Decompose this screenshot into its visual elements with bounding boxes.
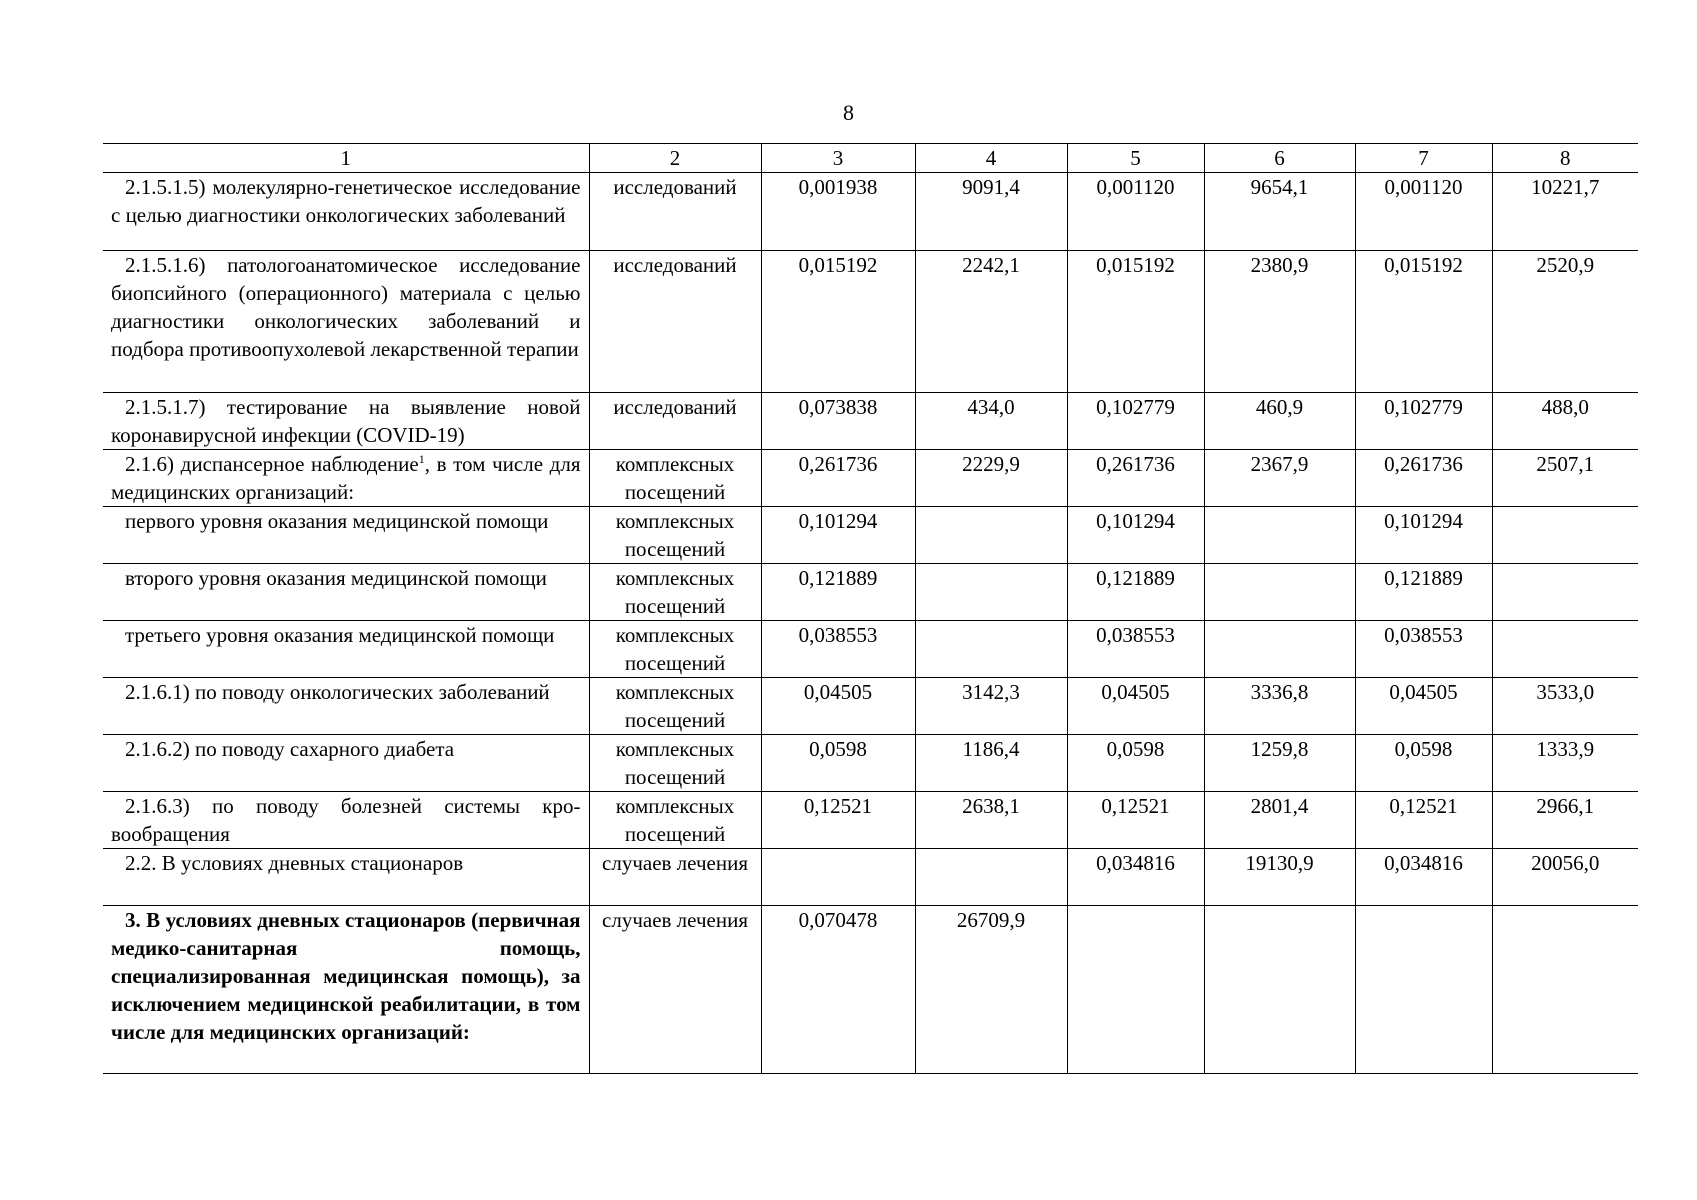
row-value-3: 0,001938 [761,173,915,251]
row-name: 2.1.5.1.5) молекулярно-генетическое исследование с целью диагностики онкологических заболеваний [103,173,589,251]
row-unit: комплексных посещений [589,735,761,792]
row-value-8: 488,0 [1492,393,1638,450]
row-value-4: 3142,3 [915,678,1067,735]
row-name [103,450,589,507]
row-value-7: 0,04505 [1355,678,1492,735]
row-value-4 [915,849,1067,906]
row-value-6: 2380,9 [1204,251,1355,393]
column-number-3: 3 [761,144,915,173]
row-value-5: 0,0598 [1067,735,1204,792]
row-value-8: 20056,0 [1492,849,1638,906]
row-unit: комплексных посещений [589,507,761,564]
row-value-3: 0,038553 [761,621,915,678]
row-value-7: 0,102779 [1355,393,1492,450]
tariff-table [103,143,1638,1074]
row-value-3: 0,015192 [761,251,915,393]
row-value-7: 0,12521 [1355,792,1492,849]
row-name: 2.2. В условиях дневных стационаров [103,849,589,906]
row-value-3: 0,12521 [761,792,915,849]
row-value-7: 0,101294 [1355,507,1492,564]
row-value-8 [1492,564,1638,621]
row-name: 2.1.6.2) по поводу сахарного диабета [103,735,589,792]
row-unit: исследований [589,173,761,251]
row-value-6: 2367,9 [1204,450,1355,507]
row-value-4 [915,621,1067,678]
row-value-6: 460,9 [1204,393,1355,450]
row-value-6: 1259,8 [1204,735,1355,792]
row-value-8: 3533,0 [1492,678,1638,735]
row-value-8 [1492,507,1638,564]
row-name: 2.1.6.3) по поводу болезней системы кровообращения [103,792,589,849]
table-row [103,393,1638,450]
column-number-6: 6 [1204,144,1355,173]
row-unit: комплексных посещений [589,621,761,678]
row-value-7: 0,034816 [1355,849,1492,906]
row-value-4: 2229,9 [915,450,1067,507]
row-name-text: 2.1.6) диспансерное наблюдение [125,452,419,476]
row-value-4: 2242,1 [915,251,1067,393]
row-value-5: 0,04505 [1067,678,1204,735]
table-row [103,450,1638,507]
row-unit: комплексных посещений [589,450,761,507]
row-value-8: 2520,9 [1492,251,1638,393]
row-unit: комплексных посещений [589,564,761,621]
table-row [103,735,1638,792]
row-name: 2.1.5.1.6) патологоанатомическое исследование биопсийного (операционного) материала с целью диагностики онкологических заболеваний и подбора противоопухолевой лекарственной терапии [103,251,589,393]
row-value-8 [1492,621,1638,678]
row-value-3: 0,070478 [761,906,915,1074]
column-number-row [103,144,1638,173]
row-name: 2.1.6.1) по поводу онкологических заболеваний [103,678,589,735]
row-value-5: 0,102779 [1067,393,1204,450]
row-value-3: 0,073838 [761,393,915,450]
column-number-2: 2 [589,144,761,173]
row-name-text-rest: , в том числе для медицинских организаций: [111,452,581,504]
row-name: 3. В условиях дневных стационаров (первичная медико-санитарная помощь, специализированная медицинская помощь), за исключением медицинской реабилитации, в том числе для медицинских организаций: [103,906,589,1074]
row-value-5: 0,101294 [1067,507,1204,564]
row-value-4: 1186,4 [915,735,1067,792]
table-row [103,173,1638,251]
row-value-5: 0,261736 [1067,450,1204,507]
footnote-marker: 1 [418,452,425,466]
table-row [103,792,1638,849]
row-value-6 [1204,621,1355,678]
table-row [103,251,1638,393]
row-value-5: 0,034816 [1067,849,1204,906]
column-number-5: 5 [1067,144,1204,173]
row-value-5: 0,001120 [1067,173,1204,251]
row-value-5 [1067,906,1204,1074]
table-row [103,906,1638,1074]
row-value-7: 0,0598 [1355,735,1492,792]
table-row [103,849,1638,906]
row-name: третьего уровня оказания медицинской помощи [103,621,589,678]
table-row [103,678,1638,735]
row-value-5: 0,038553 [1067,621,1204,678]
row-value-3: 0,101294 [761,507,915,564]
row-value-6 [1204,906,1355,1074]
row-unit: исследований [589,251,761,393]
row-value-4 [915,564,1067,621]
row-value-7: 0,038553 [1355,621,1492,678]
row-value-7: 0,001120 [1355,173,1492,251]
row-value-4: 26709,9 [915,906,1067,1074]
row-name: первого уровня оказания медицинской помощи [103,507,589,564]
row-name: второго уровня оказания медицинской помощи [103,564,589,621]
row-value-3: 0,0598 [761,735,915,792]
row-value-4: 9091,4 [915,173,1067,251]
row-value-6 [1204,564,1355,621]
row-value-8: 10221,7 [1492,173,1638,251]
column-number-7: 7 [1355,144,1492,173]
row-value-3: 0,261736 [761,450,915,507]
column-number-4: 4 [915,144,1067,173]
row-unit: комплексных посещений [589,678,761,735]
row-value-6: 2801,4 [1204,792,1355,849]
row-value-7 [1355,906,1492,1074]
row-value-3: 0,121889 [761,564,915,621]
table-row [103,621,1638,678]
row-unit: случаев лечения [589,849,761,906]
row-value-3 [761,849,915,906]
row-value-6: 9654,1 [1204,173,1355,251]
row-value-4: 2638,1 [915,792,1067,849]
row-value-4: 434,0 [915,393,1067,450]
column-number-8: 8 [1492,144,1638,173]
row-value-5: 0,12521 [1067,792,1204,849]
row-value-8 [1492,906,1638,1074]
table-row [103,507,1638,564]
row-value-5: 0,015192 [1067,251,1204,393]
row-value-7: 0,121889 [1355,564,1492,621]
table-row [103,564,1638,621]
row-value-3: 0,04505 [761,678,915,735]
row-value-5: 0,121889 [1067,564,1204,621]
row-value-8: 2966,1 [1492,792,1638,849]
row-value-8: 2507,1 [1492,450,1638,507]
row-value-6: 19130,9 [1204,849,1355,906]
row-value-6: 3336,8 [1204,678,1355,735]
column-number-1: 1 [103,144,589,173]
row-value-7: 0,015192 [1355,251,1492,393]
row-value-7: 0,261736 [1355,450,1492,507]
row-value-8: 1333,9 [1492,735,1638,792]
row-value-4 [915,507,1067,564]
row-value-6 [1204,507,1355,564]
row-unit: случаев лечения [589,906,761,1074]
row-unit: комплексных посещений [589,792,761,849]
row-name: 2.1.5.1.7) тестирование на выявление новой коронавирусной инфекции (COVID-19) [103,393,589,450]
row-unit: исследований [589,393,761,450]
page-number: 8 [843,100,854,125]
